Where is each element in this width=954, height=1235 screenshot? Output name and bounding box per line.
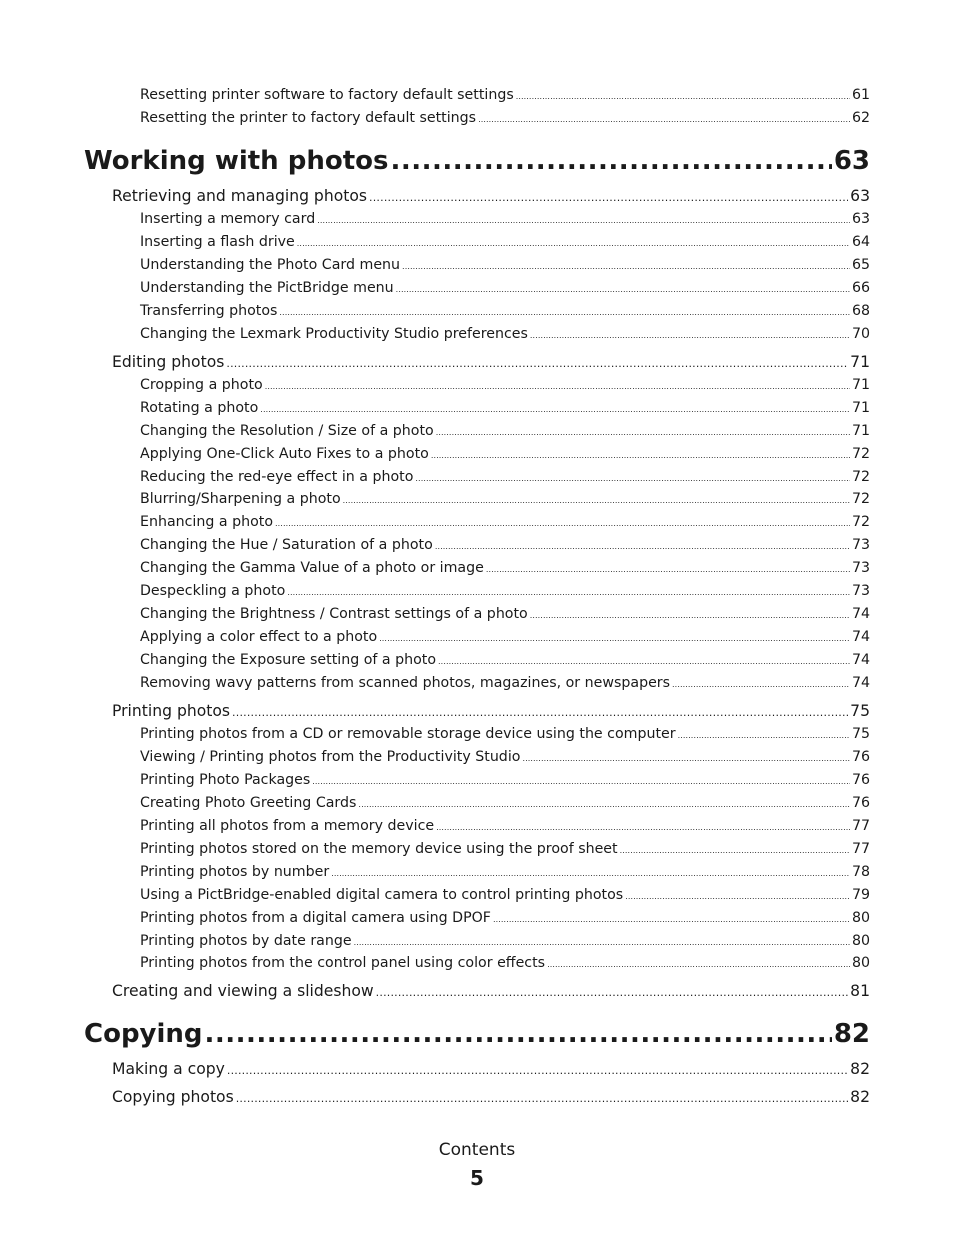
- dot-leader: [369, 191, 848, 204]
- toc-entry-page: 82: [850, 1060, 870, 1078]
- toc-entry-title: Using a PictBridge-enabled digital camera to control printing photos: [140, 887, 624, 903]
- toc-entry-page: 65: [851, 257, 870, 273]
- toc-subsection[interactable]: [140, 110, 870, 126]
- toc-subsection[interactable]: [140, 933, 870, 949]
- dot-leader: [530, 331, 850, 340]
- toc-subsection[interactable]: [140, 491, 870, 507]
- toc-section[interactable]: [112, 1088, 870, 1106]
- toc-entry-title: Creating Photo Greeting Cards: [140, 795, 357, 811]
- toc-subsection[interactable]: [140, 841, 870, 857]
- toc-entry-page: 72: [851, 469, 870, 485]
- footer-label: Contents: [438, 1140, 516, 1160]
- dot-leader: [678, 731, 850, 740]
- dot-leader: [275, 519, 850, 528]
- toc-subsection[interactable]: [140, 772, 870, 788]
- toc-subsection[interactable]: [140, 606, 870, 622]
- toc-subsection[interactable]: [140, 652, 870, 668]
- toc-subsection[interactable]: [140, 955, 870, 971]
- dot-leader: [312, 777, 850, 786]
- toc-entry-title: Changing the Resolution / Size of a photo: [140, 423, 434, 439]
- dot-leader: [436, 823, 850, 832]
- toc-entry-title: Changing the Lexmark Productivity Studio preferences: [140, 326, 528, 342]
- dot-leader: [226, 357, 848, 370]
- dot-leader: [227, 1064, 848, 1077]
- dot-leader: [317, 216, 850, 225]
- toc-entry-title: Despeckling a photo: [140, 583, 286, 599]
- toc-subsection[interactable]: [140, 423, 870, 439]
- dot-leader: [436, 428, 850, 437]
- toc-entry-page: 78: [851, 864, 870, 880]
- toc-entry-page: 68: [851, 303, 870, 319]
- toc-section[interactable]: [112, 982, 870, 1000]
- toc-entry-page: 74: [851, 675, 870, 691]
- dot-leader: [672, 680, 850, 689]
- toc-entry-title: Changing the Brightness / Contrast settings of a photo: [140, 606, 528, 622]
- toc-subsection[interactable]: [140, 257, 870, 273]
- toc-subsection[interactable]: [140, 514, 870, 530]
- toc-subsection[interactable]: [140, 211, 870, 227]
- toc-subsection[interactable]: [140, 910, 870, 926]
- toc-subsection[interactable]: [140, 303, 870, 319]
- toc-entry-title: Reducing the red-eye effect in a photo: [140, 469, 414, 485]
- toc-subsection[interactable]: [140, 377, 870, 393]
- toc-section[interactable]: [112, 187, 870, 205]
- toc-entry-page: 63: [850, 187, 870, 205]
- toc-entry-title: Applying One-Click Auto Fixes to a photo: [140, 446, 429, 462]
- dot-leader: [297, 239, 850, 248]
- dot-leader: [493, 915, 850, 924]
- dot-leader: [522, 754, 850, 763]
- footer-page-number: 5: [470, 1166, 484, 1190]
- toc-entry-title: Printing photos: [112, 702, 231, 720]
- toc-entry-page: 77: [851, 841, 870, 857]
- toc-section[interactable]: [112, 1060, 870, 1078]
- toc-subsection[interactable]: [140, 675, 870, 691]
- toc-entry-page: 73: [851, 537, 870, 553]
- toc-entry-page: 71: [851, 377, 870, 393]
- toc-subsection[interactable]: [140, 537, 870, 553]
- dot-leader: [260, 405, 850, 414]
- toc-entry-page: 82: [833, 1019, 870, 1049]
- toc-entry-title: Blurring/Sharpening a photo: [140, 491, 341, 507]
- toc-entry-page: 75: [850, 702, 870, 720]
- toc-entry-page: 71: [850, 353, 870, 371]
- toc-entry-page: 82: [850, 1088, 870, 1106]
- toc-entry-page: 62: [851, 110, 870, 126]
- toc-entry-page: 76: [851, 772, 870, 788]
- toc-entry-page: 70: [851, 326, 870, 342]
- toc-entry-page: 75: [851, 726, 870, 742]
- toc-entry-page: 81: [850, 982, 870, 1000]
- toc-entry-title: Printing photos stored on the memory device using the proof sheet: [140, 841, 618, 857]
- toc-entry-page: 63: [833, 146, 870, 176]
- toc-entry-title: Cropping a photo: [140, 377, 263, 393]
- dot-leader: [431, 451, 850, 460]
- toc-subsection[interactable]: [140, 887, 870, 903]
- toc-entry-title: Changing the Exposure setting of a photo: [140, 652, 437, 668]
- toc-section[interactable]: [112, 702, 870, 720]
- toc-chapter[interactable]: [84, 146, 870, 176]
- toc-entry-title: Enhancing a photo: [140, 514, 274, 530]
- toc-entry-page: 71: [851, 400, 870, 416]
- toc-subsection[interactable]: [140, 629, 870, 645]
- toc-entry-page: 63: [851, 211, 870, 227]
- toc-subsection[interactable]: [140, 87, 870, 103]
- toc-entry-title: Changing the Hue / Saturation of a photo: [140, 537, 433, 553]
- toc-entry-title: Inserting a flash drive: [140, 234, 295, 250]
- dot-leader: [547, 960, 850, 969]
- toc-entry-title: Printing photos by date range: [140, 933, 352, 949]
- toc-subsection[interactable]: [140, 726, 870, 742]
- toc-entry-title: Transferring photos: [140, 303, 278, 319]
- dot-leader: [390, 146, 831, 176]
- toc-entry-page: 74: [851, 606, 870, 622]
- dot-leader: [516, 92, 850, 101]
- toc-subsection[interactable]: [140, 400, 870, 416]
- dot-leader: [232, 706, 848, 719]
- toc-entry-page: 76: [851, 795, 870, 811]
- toc-entry-page: 72: [851, 446, 870, 462]
- toc-entry-title: Making a copy: [112, 1060, 225, 1078]
- toc-chapter[interactable]: [84, 1019, 870, 1049]
- dot-leader: [625, 892, 850, 901]
- dot-leader: [396, 285, 850, 294]
- toc-entry-page: 80: [851, 910, 870, 926]
- toc-entry-page: 76: [851, 749, 870, 765]
- toc-entry-title: Resetting the printer to factory default settings: [140, 110, 477, 126]
- toc-subsection[interactable]: [140, 560, 870, 576]
- toc-entry-page: 80: [851, 955, 870, 971]
- toc-entry-title: Printing photos by number: [140, 864, 330, 880]
- dot-leader: [279, 308, 850, 317]
- dot-leader: [205, 1019, 832, 1049]
- toc-subsection[interactable]: [140, 280, 870, 296]
- dot-leader: [379, 634, 850, 643]
- dot-leader: [620, 846, 850, 855]
- toc-entry-page: 61: [851, 87, 870, 103]
- toc-entry-title: Removing wavy patterns from scanned photos, magazines, or newspapers: [140, 675, 671, 691]
- dot-leader: [438, 657, 850, 666]
- toc-entry-title: Printing all photos from a memory device: [140, 818, 435, 834]
- dot-leader: [435, 542, 850, 551]
- dot-leader: [287, 588, 850, 597]
- dot-leader: [402, 262, 850, 271]
- toc-entry-page: 66: [851, 280, 870, 296]
- toc-subsection[interactable]: [140, 818, 870, 834]
- toc-entry-title: Printing photos from a digital camera using DPOF: [140, 910, 491, 926]
- toc-entry-page: 80: [851, 933, 870, 949]
- toc-subsection[interactable]: [140, 749, 870, 765]
- dot-leader: [343, 496, 850, 505]
- toc-entry-title: Printing Photo Packages: [140, 772, 311, 788]
- dot-leader: [358, 800, 850, 809]
- toc-entry-page: 73: [851, 560, 870, 576]
- toc-entry-title: Retrieving and managing photos: [112, 187, 368, 205]
- toc-entry-page: 64: [851, 234, 870, 250]
- dot-leader: [415, 474, 850, 483]
- toc-entry-title: Rotating a photo: [140, 400, 259, 416]
- dot-leader: [486, 565, 850, 574]
- dot-leader: [265, 382, 850, 391]
- toc-entry-title: Editing photos: [112, 353, 225, 371]
- toc-subsection[interactable]: [140, 795, 870, 811]
- toc-entry-title: Copying photos: [112, 1088, 234, 1106]
- dot-leader: [354, 938, 850, 947]
- dot-leader: [236, 1092, 848, 1105]
- dot-leader: [331, 869, 850, 878]
- toc-entry-page: 72: [851, 491, 870, 507]
- toc-subsection[interactable]: [140, 234, 870, 250]
- toc-entry-title: Printing photos from a CD or removable storage device using the computer: [140, 726, 676, 742]
- dot-leader: [478, 115, 850, 124]
- toc-entry-page: 73: [851, 583, 870, 599]
- dot-leader: [530, 611, 850, 620]
- toc-entry-page: 71: [851, 423, 870, 439]
- toc-subsection[interactable]: [140, 864, 870, 880]
- toc-subsection[interactable]: [140, 469, 870, 485]
- toc-entry-title: Understanding the PictBridge menu: [140, 280, 394, 296]
- toc-entry-title: Applying a color effect to a photo: [140, 629, 378, 645]
- toc-entry-title: Viewing / Printing photos from the Productivity Studio: [140, 749, 521, 765]
- toc-entry-page: 77: [851, 818, 870, 834]
- toc-entry-page: 79: [851, 887, 870, 903]
- toc-entry-title: Resetting printer software to factory default settings: [140, 87, 514, 103]
- toc-subsection[interactable]: [140, 446, 870, 462]
- toc-entry-title: Working with photos: [84, 146, 389, 176]
- toc-section[interactable]: [112, 353, 870, 371]
- toc-entry-title: Understanding the Photo Card menu: [140, 257, 401, 273]
- dot-leader: [376, 986, 848, 999]
- toc-entry-page: 74: [851, 652, 870, 668]
- toc-subsection[interactable]: [140, 583, 870, 599]
- toc-entry-title: Creating and viewing a slideshow: [112, 982, 374, 1000]
- toc-entry-title: Copying: [84, 1019, 203, 1049]
- toc-entry-title: Printing photos from the control panel using color effects: [140, 955, 546, 971]
- toc-subsection[interactable]: [140, 326, 870, 342]
- toc-entry-page: 74: [851, 629, 870, 645]
- toc-entry-title: Inserting a memory card: [140, 211, 316, 227]
- toc-entry-title: Changing the Gamma Value of a photo or image: [140, 560, 484, 576]
- toc-entry-page: 72: [851, 514, 870, 530]
